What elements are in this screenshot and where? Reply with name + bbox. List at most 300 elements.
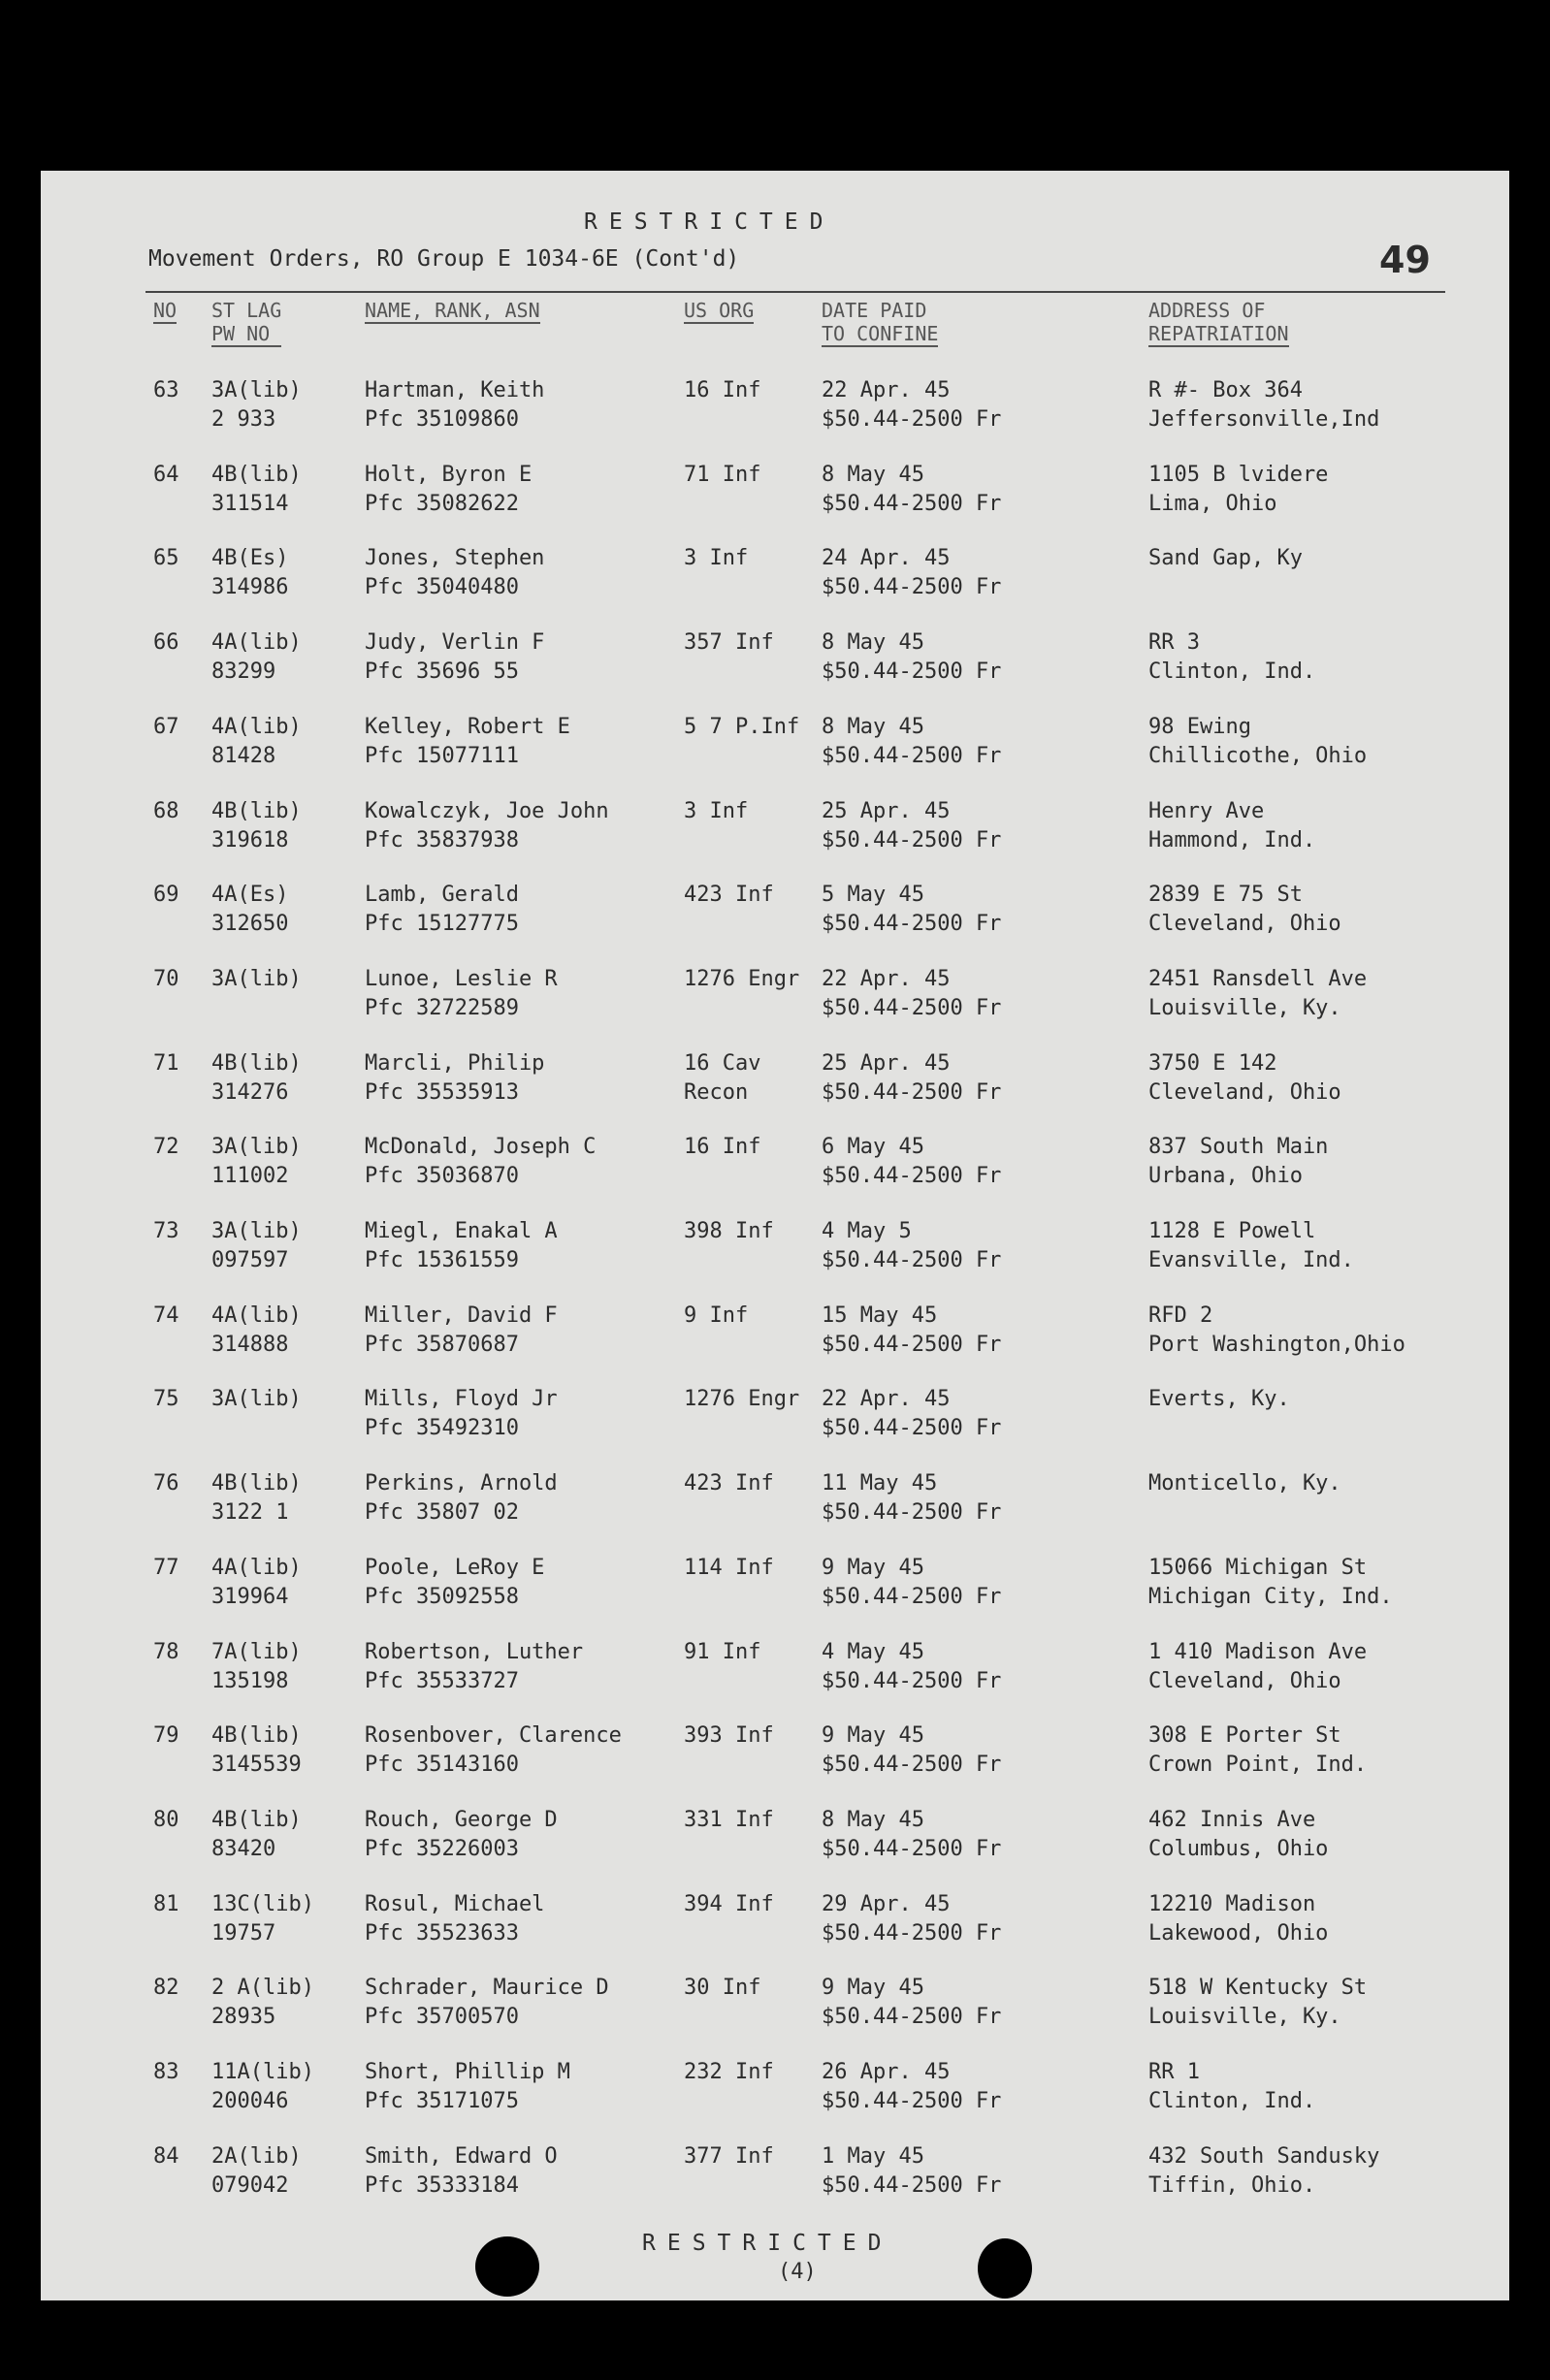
address-addr1: 12210 Madison [1148, 1891, 1316, 1916]
address-addr2: Chillicothe, Ohio [1148, 743, 1368, 768]
stalag-pw-lag: 3A(lib) [211, 1387, 302, 1412]
date-paid-cell [822, 797, 1001, 855]
us-org-cell [684, 1469, 774, 1498]
name-rank-rank: Pfc 35109860 [365, 407, 519, 432]
date-paid-cell [822, 2058, 1001, 2116]
name-rank-cell [365, 1974, 609, 2032]
address-cell [1148, 2142, 1379, 2201]
name-rank-rank: Pfc 15127775 [365, 912, 519, 937]
stalag-pw-pw: 3145539 [211, 1753, 302, 1778]
date-paid-pay: $50.44-2500 Fr [822, 1079, 1002, 1105]
us-org-cell [684, 1049, 760, 1108]
us-org-cell [684, 1974, 760, 2003]
address-cell [1148, 881, 1341, 939]
name-rank-cell [365, 881, 519, 939]
address-cell [1148, 628, 1315, 687]
date-paid-date: 25 Apr. 45 [822, 1050, 951, 1076]
us-org-org: 377 Inf [684, 2143, 774, 2169]
address-addr1: 1105 B lvidere [1148, 462, 1329, 487]
name-rank-rank: Pfc 15361559 [365, 1248, 519, 1272]
table-row [41, 1385, 1509, 1463]
header-rule [145, 291, 1445, 293]
date-paid-cell [822, 1638, 1001, 1696]
table-row [41, 1638, 1509, 1716]
address-cell [1148, 1385, 1290, 1414]
row-number-cell [153, 628, 179, 658]
us-org-org: 357 Inf [684, 630, 774, 656]
stalag-pw-lag: 4B(lib) [211, 1471, 302, 1496]
table-row [41, 797, 1509, 875]
address-addr1: R #- Box 364 [1148, 378, 1303, 402]
us-org-org: 16 Inf [684, 1135, 761, 1160]
address-addr1: 462 Innis Ave [1148, 1807, 1316, 1832]
row-number-cell [153, 1302, 179, 1331]
us-org-org: 393 Inf [684, 1723, 774, 1749]
us-org-org: 398 Inf [684, 1219, 774, 1243]
stalag-pw-pw: 314888 [211, 1332, 289, 1357]
address-cell [1148, 1890, 1328, 1948]
name-rank-name: Poole, LeRoy E [365, 1555, 545, 1580]
address-addr2: Jeffersonville,Ind [1148, 407, 1380, 432]
address-addr2: Lima, Ohio [1148, 491, 1277, 516]
name-rank-rank: Pfc 35226003 [365, 1836, 519, 1861]
date-paid-date: 1 May 45 [822, 2143, 924, 2169]
name-rank-rank: Pfc 35837938 [365, 827, 519, 852]
row-number-no: 79 [153, 1723, 179, 1749]
address-addr2: Evansville, Ind. [1148, 1248, 1354, 1272]
stalag-pw-pw: 200046 [211, 2089, 289, 2113]
us-org-org: 423 Inf [684, 1471, 774, 1496]
stalag-pw-cell [211, 1049, 302, 1108]
row-number-cell [153, 1721, 179, 1751]
row-number-no: 81 [153, 1891, 179, 1916]
stalag-pw-pw: 319618 [211, 827, 289, 852]
name-rank-rank: Pfc 35092558 [365, 1584, 519, 1609]
us-org-cell [684, 1217, 774, 1246]
address-addr1: 2451 Ransdell Ave [1148, 966, 1368, 991]
row-number-no: 70 [153, 966, 179, 991]
us-org-cell [684, 1554, 774, 1583]
document-page [41, 171, 1509, 2300]
column-header-st-lag: ST LAG PW NO [211, 299, 282, 345]
address-addr1: Everts, Ky. [1148, 1387, 1290, 1412]
stalag-pw-pw: 83299 [211, 659, 276, 685]
stalag-pw-pw: 19757 [211, 1920, 276, 1946]
us-org-cell [684, 1721, 774, 1751]
row-number-no: 78 [153, 1639, 179, 1664]
address-addr2: Hammond, Ind. [1148, 827, 1316, 852]
address-cell [1148, 1217, 1354, 1275]
name-rank-cell [365, 628, 544, 687]
stalag-pw-lag: 4A(lib) [211, 1555, 302, 1580]
stalag-pw-lag: 3A(lib) [211, 1219, 302, 1243]
date-paid-cell [822, 1974, 1001, 2032]
date-paid-date: 4 May 5 [822, 1219, 912, 1243]
stalag-pw-lag: 3A(lib) [211, 378, 302, 402]
stalag-pw-pw: 81428 [211, 743, 276, 768]
address-addr2: Louisville, Ky. [1148, 2005, 1341, 2030]
address-addr2: Columbus, Ohio [1148, 1836, 1329, 1861]
column-header-address: ADDRESS OF REPATRIATION [1148, 299, 1289, 345]
stalag-pw-cell [211, 376, 302, 434]
row-number-cell [153, 965, 179, 994]
column-header-us-org: US ORG [684, 299, 755, 322]
row-number-cell [153, 797, 179, 826]
table-row [41, 2058, 1509, 2136]
date-paid-date: 6 May 45 [822, 1135, 924, 1160]
stalag-pw-cell [211, 1133, 302, 1191]
us-org-org: 1276 Engr [684, 1387, 800, 1412]
date-paid-cell [822, 628, 1001, 687]
stalag-pw-cell [211, 1385, 302, 1414]
name-rank-cell [365, 1385, 558, 1443]
stalag-pw-cell [211, 1806, 302, 1864]
address-addr1: 308 E Porter St [1148, 1723, 1341, 1749]
stalag-pw-pw: 83420 [211, 1836, 276, 1861]
page-number: 49 [1379, 239, 1431, 281]
name-rank-name: Smith, Edward O [365, 2143, 558, 2169]
row-number-cell [153, 1385, 179, 1414]
date-paid-date: 15 May 45 [822, 1303, 938, 1328]
name-rank-cell [365, 713, 570, 771]
stalag-pw-cell [211, 1217, 302, 1275]
row-number-cell [153, 713, 179, 742]
name-rank-name: Lamb, Gerald [365, 883, 519, 908]
address-cell [1148, 376, 1379, 434]
stalag-pw-lag: 4B(lib) [211, 798, 302, 823]
address-addr2: Clinton, Ind. [1148, 2089, 1316, 2113]
date-paid-pay: $50.44-2500 Fr [822, 2172, 1002, 2198]
table-row [41, 1554, 1509, 1631]
name-rank-name: Perkins, Arnold [365, 1471, 558, 1496]
name-rank-cell [365, 2142, 558, 2201]
date-paid-cell [822, 1554, 1001, 1612]
address-cell [1148, 2058, 1315, 2116]
table-row [41, 544, 1509, 622]
row-number-cell [153, 1638, 179, 1667]
stalag-pw-pw: 111002 [211, 1164, 289, 1189]
row-number-no: 74 [153, 1303, 179, 1328]
table-row [41, 1049, 1509, 1127]
name-rank-cell [365, 1890, 544, 1948]
date-paid-date: 11 May 45 [822, 1471, 938, 1496]
row-number-no: 76 [153, 1471, 179, 1496]
name-rank-cell [365, 797, 609, 855]
us-org-cell [684, 461, 760, 490]
stalag-pw-pw: 314276 [211, 1079, 289, 1105]
address-addr1: 15066 Michigan St [1148, 1555, 1368, 1580]
name-rank-name: Judy, Verlin F [365, 630, 545, 656]
name-rank-name: Schrader, Maurice D [365, 1976, 609, 2001]
stalag-pw-lag: 3A(lib) [211, 1135, 302, 1160]
date-paid-cell [822, 1049, 1001, 1108]
date-paid-pay: $50.44-2500 Fr [822, 2089, 1002, 2113]
us-org-org: 71 Inf [684, 462, 761, 487]
date-paid-cell [822, 1302, 1001, 1360]
address-addr2: Cleveland, Ohio [1148, 1668, 1341, 1693]
name-rank-rank: Pfc 35040480 [365, 575, 519, 600]
address-cell [1148, 544, 1303, 573]
us-org-org: 423 Inf [684, 883, 774, 908]
date-paid-cell [822, 881, 1001, 939]
date-paid-pay: $50.44-2500 Fr [822, 1836, 1002, 1861]
name-rank-rank: Pfc 35492310 [365, 1416, 519, 1441]
row-number-cell [153, 1806, 179, 1835]
us-org-org: 3 Inf [684, 798, 749, 823]
address-cell [1148, 797, 1315, 855]
column-header-name: NAME, RANK, ASN [365, 299, 540, 322]
stalag-pw-lag: 4B(Es) [211, 546, 289, 571]
page-footer-number: (4) [778, 2260, 817, 2284]
us-org-org: 91 Inf [684, 1639, 761, 1664]
name-rank-rank: Pfc 35333184 [365, 2172, 519, 2198]
us-org-org: 232 Inf [684, 2060, 774, 2084]
address-addr2: Cleveland, Ohio [1148, 912, 1341, 937]
us-org-cell [684, 1133, 760, 1162]
date-paid-date: 25 Apr. 45 [822, 798, 951, 823]
us-org-org: 9 Inf [684, 1303, 749, 1328]
date-paid-pay: $50.44-2500 Fr [822, 1332, 1002, 1357]
name-rank-rank: Pfc 35535913 [365, 1079, 519, 1105]
stalag-pw-pw: 135198 [211, 1668, 289, 1693]
table-row [41, 1217, 1509, 1295]
address-addr2: Cleveland, Ohio [1148, 1079, 1341, 1105]
date-paid-date: 22 Apr. 45 [822, 1387, 951, 1412]
address-addr1: 1128 E Powell [1148, 1219, 1316, 1243]
stalag-pw-lag: 4B(lib) [211, 462, 302, 487]
us-org-org: 3 Inf [684, 546, 749, 571]
table-row [41, 2142, 1509, 2220]
address-addr2: Michigan City, Ind. [1148, 1584, 1393, 1609]
us-org-cell [684, 544, 748, 573]
name-rank-rank: Pfc 35082622 [365, 491, 519, 516]
stalag-pw-pw: 3122 1 [211, 1500, 289, 1526]
address-addr1: 1 410 Madison Ave [1148, 1639, 1368, 1664]
us-org-org: 30 Inf [684, 1976, 761, 2001]
us-org-cell [684, 1302, 748, 1331]
stalag-pw-lag: 4B(lib) [211, 1807, 302, 1832]
table-row [41, 1974, 1509, 2051]
date-paid-date: 9 May 45 [822, 1723, 924, 1749]
name-rank-rank: Pfc 35533727 [365, 1668, 519, 1693]
table-row [41, 1721, 1509, 1799]
name-rank-name: Short, Phillip M [365, 2060, 570, 2084]
us-org-org: 5 7 P.Inf [684, 714, 800, 739]
date-paid-date: 9 May 45 [822, 1976, 924, 2001]
address-cell [1148, 1554, 1393, 1612]
us-org-org: 331 Inf [684, 1807, 774, 1832]
row-number-no: 66 [153, 630, 179, 656]
date-paid-date: 29 Apr. 45 [822, 1891, 951, 1916]
row-number-cell [153, 2142, 179, 2171]
name-rank-name: McDonald, Joseph C [365, 1135, 597, 1160]
address-addr1: Henry Ave [1148, 798, 1265, 823]
table-row [41, 713, 1509, 790]
stalag-pw-lag: 13C(lib) [211, 1891, 314, 1916]
stalag-pw-cell [211, 2058, 314, 2116]
date-paid-date: 22 Apr. 45 [822, 966, 951, 991]
us-org-org: 16 Cav [684, 1050, 761, 1076]
date-paid-date: 22 Apr. 45 [822, 378, 951, 402]
row-number-no: 71 [153, 1050, 179, 1076]
stalag-pw-cell [211, 2142, 302, 2201]
stalag-pw-cell [211, 628, 302, 687]
date-paid-cell [822, 1217, 1001, 1275]
name-rank-cell [365, 965, 558, 1023]
stalag-pw-cell [211, 797, 302, 855]
stalag-pw-lag: 4B(lib) [211, 1723, 302, 1749]
address-cell [1148, 1806, 1328, 1864]
date-paid-cell [822, 1721, 1001, 1780]
us-org-cell [684, 1385, 799, 1414]
address-addr1: 2839 E 75 St [1148, 883, 1303, 908]
address-cell [1148, 1721, 1367, 1780]
row-number-cell [153, 1049, 179, 1078]
stalag-pw-lag: 2A(lib) [211, 2143, 302, 2169]
date-paid-pay: $50.44-2500 Fr [822, 827, 1002, 852]
table-row [41, 1806, 1509, 1883]
stalag-pw-pw: 312650 [211, 912, 289, 937]
date-paid-cell [822, 713, 1001, 771]
name-rank-cell [365, 1638, 583, 1696]
date-paid-pay: $50.44-2500 Fr [822, 1248, 1002, 1272]
row-number-no: 83 [153, 2060, 179, 2084]
us-org-org: 16 Inf [684, 378, 761, 402]
date-paid-pay: $50.44-2500 Fr [822, 995, 1002, 1020]
name-rank-name: Robertson, Luther [365, 1639, 584, 1664]
date-paid-pay: $50.44-2500 Fr [822, 1500, 1002, 1526]
us-org-cell [684, 2142, 774, 2171]
us-org-cell [684, 628, 774, 658]
name-rank-rank: Pfc 35807 02 [365, 1500, 519, 1526]
document-title: Movement Orders, RO Group E 1034-6E (Cont'd) [148, 246, 740, 272]
stalag-pw-lag: 4A(lib) [211, 630, 302, 656]
name-rank-name: Lunoe, Leslie R [365, 966, 558, 991]
address-addr2: Tiffin, Ohio. [1148, 2172, 1316, 2198]
date-paid-cell [822, 965, 1001, 1023]
stalag-pw-pw: 2 933 [211, 407, 276, 432]
table-row [41, 628, 1509, 706]
row-number-no: 63 [153, 378, 179, 402]
address-addr1: 518 W Kentucky St [1148, 1976, 1368, 2001]
date-paid-pay: $50.44-2500 Fr [822, 743, 1002, 768]
restricted-header: RESTRICTED [584, 209, 835, 235]
stalag-pw-cell [211, 1302, 302, 1360]
speck [1166, 2314, 1171, 2319]
date-paid-date: 8 May 45 [822, 1807, 924, 1832]
name-rank-name: Rouch, George D [365, 1807, 558, 1832]
name-rank-rank: Pfc 35700570 [365, 2005, 519, 2030]
address-addr1: Monticello, Ky. [1148, 1471, 1341, 1496]
date-paid-cell [822, 1806, 1001, 1864]
name-rank-rank: Pfc 35870687 [365, 1332, 519, 1357]
name-rank-cell [365, 1133, 596, 1191]
row-number-no: 65 [153, 546, 179, 571]
address-addr2: Urbana, Ohio [1148, 1164, 1303, 1189]
stalag-pw-cell [211, 965, 302, 994]
row-number-no: 68 [153, 798, 179, 823]
name-rank-cell [365, 1302, 558, 1360]
row-number-no: 64 [153, 462, 179, 487]
address-addr2: Crown Point, Ind. [1148, 1753, 1368, 1778]
name-rank-cell [365, 376, 544, 434]
date-paid-date: 5 May 45 [822, 883, 924, 908]
stalag-pw-cell [211, 1638, 302, 1696]
row-number-cell [153, 544, 179, 573]
stalag-pw-lag: 4B(lib) [211, 1050, 302, 1076]
punch-hole-right [978, 2238, 1032, 2299]
stalag-pw-pw: 314986 [211, 575, 289, 600]
address-addr2: Port Washington,Ohio [1148, 1332, 1405, 1357]
address-cell [1148, 461, 1328, 519]
us-org-cell [684, 713, 799, 742]
punch-hole-left [475, 2236, 539, 2297]
table-row [41, 376, 1509, 454]
date-paid-pay: $50.44-2500 Fr [822, 912, 1002, 937]
address-cell [1148, 1974, 1367, 2032]
column-header-date: DATE PAID TO CONFINE [822, 299, 939, 345]
address-cell [1148, 713, 1367, 771]
address-cell [1148, 1638, 1367, 1696]
stalag-pw-pw: 319964 [211, 1584, 289, 1609]
row-number-cell [153, 461, 179, 490]
address-addr2: Louisville, Ky. [1148, 995, 1341, 1020]
date-paid-cell [822, 544, 1001, 602]
address-addr1: 837 South Main [1148, 1135, 1329, 1160]
row-number-no: 69 [153, 883, 179, 908]
us-org-org: 1276 Engr [684, 966, 800, 991]
us-org-org: 394 Inf [684, 1891, 774, 1916]
date-paid-cell [822, 1469, 1001, 1528]
stalag-pw-lag: 11A(lib) [211, 2060, 314, 2084]
address-addr1: RFD 2 [1148, 1303, 1213, 1328]
name-rank-rank: Pfc 15077111 [365, 743, 519, 768]
restricted-footer: RESTRICTED [642, 2231, 893, 2256]
name-rank-name: Rosul, Michael [365, 1891, 545, 1916]
us-org-cell [684, 376, 760, 405]
row-number-no: 82 [153, 1976, 179, 2001]
name-rank-rank: Pfc 32722589 [365, 995, 519, 1020]
stalag-pw-pw: 311514 [211, 491, 289, 516]
name-rank-cell [365, 544, 544, 602]
stalag-pw-lag: 2 A(lib) [211, 1976, 314, 2001]
date-paid-date: 26 Apr. 45 [822, 2060, 951, 2084]
date-paid-cell [822, 1133, 1001, 1191]
date-paid-pay: $50.44-2500 Fr [822, 1668, 1002, 1693]
name-rank-name: Hartman, Keith [365, 378, 545, 402]
row-number-no: 80 [153, 1807, 179, 1832]
row-number-cell [153, 2058, 179, 2087]
stalag-pw-pw: 28935 [211, 2005, 276, 2030]
row-number-no: 73 [153, 1219, 179, 1243]
name-rank-name: Kelley, Robert E [365, 714, 570, 739]
address-addr1: 432 South Sandusky [1148, 2143, 1380, 2169]
stalag-pw-lag: 7A(lib) [211, 1639, 302, 1664]
table-row [41, 1302, 1509, 1379]
row-number-cell [153, 1133, 179, 1162]
us-org-cell [684, 881, 774, 910]
row-number-no: 77 [153, 1555, 179, 1580]
date-paid-date: 4 May 45 [822, 1639, 924, 1664]
name-rank-name: Mills, Floyd Jr [365, 1387, 558, 1412]
name-rank-name: Holt, Byron E [365, 462, 533, 487]
address-cell [1148, 1469, 1341, 1498]
stalag-pw-cell [211, 713, 302, 771]
us-org-cell [684, 2058, 774, 2087]
date-paid-pay: $50.44-2500 Fr [822, 407, 1002, 432]
us-org-org: 114 Inf [684, 1555, 774, 1580]
stalag-pw-cell [211, 1469, 302, 1528]
